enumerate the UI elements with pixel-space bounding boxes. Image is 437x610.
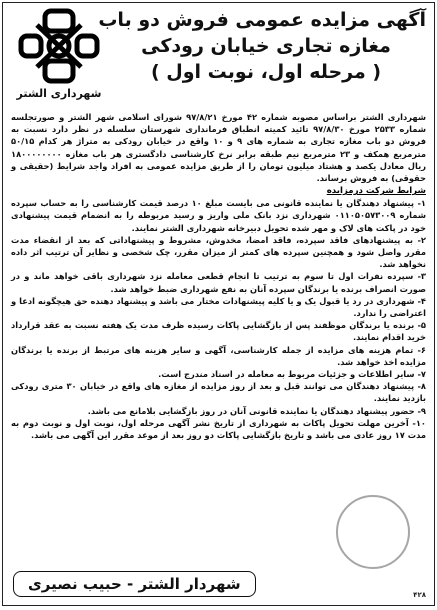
condition-item: ۵- برنده یا برندگان موظفند پس از بازگشایی پاکات رسیده ظرف مدت یک هفته نسبت به عقد قرارداد خرید اقدام نمایند. xyxy=(11,320,426,343)
title-line-1: آگهی مزایده عمومی فروش دو باب xyxy=(98,9,426,31)
condition-item: ۴- شهرداری در رد یا قبول یک و یا کلیه پیشنهادات مختار می باشد و پیشنهاد دهنده حق هیچگونه ادعا و اعتراضی را ندارد. xyxy=(11,295,426,319)
conditions-heading: شرایط شرکت درمزایده xyxy=(326,186,426,197)
condition-item: ۲- به پیشنهادهای فاقد سپرده، فاقد امضا، مخدوش، مشروط و پیشنهاداتی که بعد از انقضاء مدت مقرر واصل شود و همچنین سپرده های کمتر از میزان مقرر، چک شخصی و نظایر آن ترتیب اثر داده نخواهد شد. xyxy=(11,234,426,270)
intro-paragraph: شهرداری الشتر براساس مصوبه شماره ۴۲ مورخ ۹۷/۸/۲۱ شورای اسلامی شهر الشتر و صورتجلسه شماره ۲۵۳۳ مورخ ۹۷/۸/۳۰ تائید کمیته انطباق فرمانداری شهرستان سلسله در نظر دارد نسبت به فروش دو باب مغازه تجاری به شماره های ۹ و ۱۰ واقع در خیابان رودکی به متراژ هر کدام ۵۰/۱۵ مترمربع همکف و ۲۳ مترمربع نیم طبقه برابر نرخ کارشناسی دادگستری هر باب مغازه ۱۸۰۰۰۰۰۰۰۰ ریال معادل یکصد و هشتاد میلیون تومان را از طریق مزایده عمومی به افراد واجد شرایط (حقیقی و حقوقی) به فروش برساند. xyxy=(11,112,427,184)
notice-footer xyxy=(13,571,256,597)
condition-item: ۹- حضور پیشنهاد دهندگان یا نماینده قانونی آنان در روز بازگشایی بلامانع می باشد. xyxy=(87,405,426,416)
condition-item: ۸- پیشنهاد دهندگان می توانند قبل و بعد از روز مزایده از مغازه های واقع در خیابان ۳۰ متری رودکی بازدید نمایند. xyxy=(11,381,426,404)
logo-caption: شهرداری الشتر xyxy=(16,87,102,100)
notice-code: ۴۲۸ xyxy=(413,591,426,599)
official-stamp xyxy=(336,495,410,569)
municipality-knot-logo-icon xyxy=(17,7,101,85)
municipality-logo xyxy=(11,7,107,100)
condition-item: ۶- تمام هزینه های مزایده از جمله کارشناسی، آگهی و سایر هزینه های مرتبط از برنده یا برندگان مزایده اخذ خواهد شد. xyxy=(11,344,426,367)
condition-item: ۳- سپرده نفرات اول تا سوم به ترتیب تا انجام قطعی معامله نزد شهرداری باقی خواهد ماند و در صورت انصراف برنده یا برندگان سپرده آنان به نفع شهرداری ضبط خواهد شد. xyxy=(11,271,426,294)
conditions-list xyxy=(11,197,426,441)
notice-title xyxy=(98,7,426,85)
notice-header xyxy=(3,3,434,111)
title-line-3: ( مرحله اول، نوبت اول ) xyxy=(150,61,382,83)
condition-item: ۷- سایر اطلاعات و جزئیات مربوط به معامله در اسناد مندرج است. xyxy=(158,369,426,380)
title-line-2: مغازه تجاری خیابان رودکی xyxy=(141,35,391,57)
condition-item: ۱- پیشنهاد دهندگان یا نماینده قانونی می بایست مبلغ ۱۰ درصد قیمت کارشناسی را به حساب سپرده شماره ۰۱۱۰۵۰۵۷۳۰۰۹ شهرداری نزد بانک ملی واریز و رسید مربوطه را به انضمام قیمت پیشنهادی خود در پاکت های لاک و مهر شده تحویل دبیرخانه شهرداری الشتر نمایند. xyxy=(11,198,427,233)
auction-notice xyxy=(2,2,435,606)
condition-item: ۱۰- آخرین مهلت تحویل پاکات به شهرداری از تاریخ نشر آگهی مرحله اول، نوبت اول و نوبت دوم به مدت ۱۷ روز عادی می باشد و تاریخ بازگشایی پاکات دو روز بعد از موعد مقرر این آگهی می باشد. xyxy=(11,417,426,441)
mayor-signature: شهردار الشتر - حبیب نصیری xyxy=(13,571,256,597)
